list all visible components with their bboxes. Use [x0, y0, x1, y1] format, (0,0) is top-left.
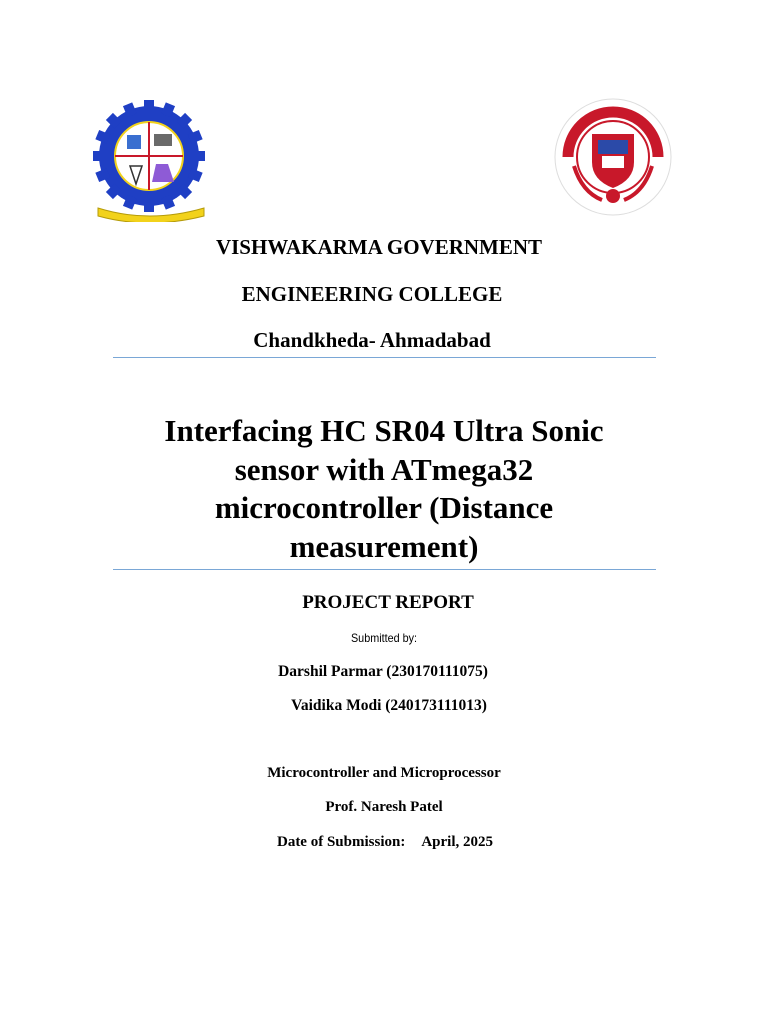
student-name: Vaidika Modi (240173111013)	[291, 697, 487, 714]
college-name-line2: ENGINEERING COLLEGE	[241, 282, 503, 306]
divider	[113, 569, 656, 570]
title-line: Interfacing HC SR04 Ultra Sonic	[164, 413, 604, 448]
vgec-logo	[92, 100, 212, 222]
report-title	[110, 412, 658, 566]
date-value: April, 2025	[421, 834, 494, 850]
title-line: microcontroller (Distance	[214, 490, 554, 525]
submission-date	[0, 834, 768, 851]
divider	[113, 357, 656, 358]
gtu-logo	[552, 96, 674, 218]
subject-name: Microcontroller and Microprocessor	[267, 765, 501, 781]
university-seal-icon	[555, 99, 671, 215]
date-label: Date of Submission:	[276, 834, 406, 850]
college-location: Chandkheda- Ahmadabad	[253, 328, 491, 352]
gear-icon	[93, 100, 205, 212]
college-name-line1: VISHWAKARMA GOVERNMENT	[215, 235, 543, 259]
title-line: measurement)	[289, 528, 479, 564]
professor-name: Prof. Naresh Patel	[325, 799, 443, 815]
report-heading: PROJECT REPORT	[302, 592, 474, 613]
submitted-by-label: Submitted by:	[350, 631, 418, 645]
title-line: sensor with ATmega32	[234, 451, 534, 487]
student-name: Darshil Parmar (230170111075)	[278, 663, 488, 680]
